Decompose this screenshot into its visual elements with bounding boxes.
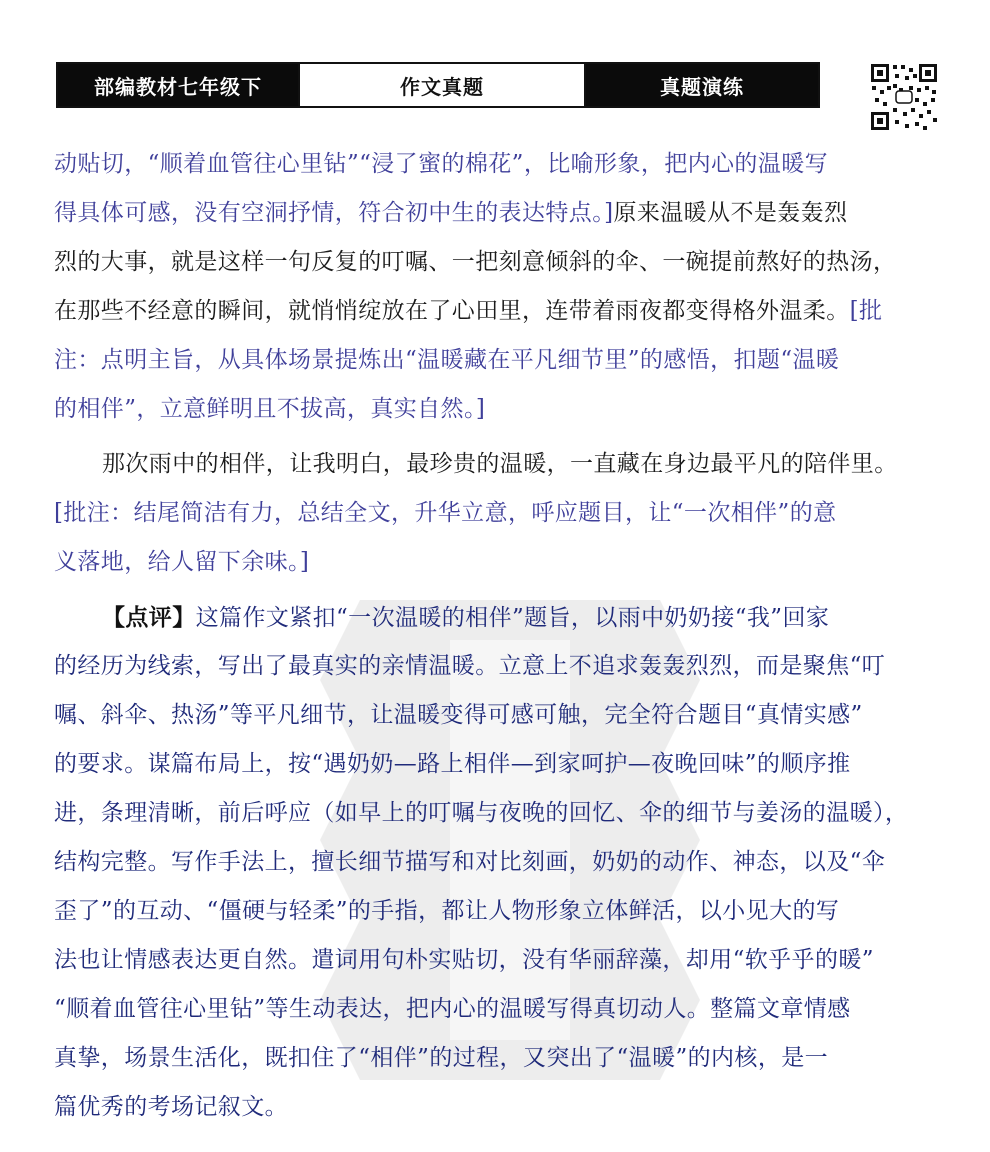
review-line: 进，条理清晰，前后呼应（如早上的叮嘱与夜晚的回忆、伞的细节与姜汤的温暖）， — [54, 800, 909, 826]
annotation-line: 注：点明主旨，从具体场景提炼出“温暖藏在平凡细节里”的感悟，扣题“温暖 — [54, 347, 840, 373]
header-tabs — [56, 62, 820, 108]
annotation-start: [批 — [849, 298, 883, 324]
review-line: “顺着血管往心里钻”等生动表达，把内心的温暖写得真切动人。整篇文章情感 — [54, 996, 851, 1022]
qr-code-icon — [869, 62, 939, 132]
tab-textbook: 部编教材七年级下 — [58, 64, 298, 106]
tab-practice: 真题演练 — [586, 64, 818, 106]
review-line: 嘱、斜伞、热汤”等平凡细节，让温暖变得可感可触，完全符合题目“真情实感” — [54, 702, 863, 728]
review-line: 歪了”的互动、“僵硬与轻柔”的手指，都让人物形象立体鲜活，以小见大的写 — [54, 898, 840, 924]
annotation-line: [批注：结尾简洁有力，总结全文，升华立意，呼应题目，让“一次相伴”的意 — [54, 500, 837, 526]
mixed-line — [54, 189, 946, 238]
body-line: 烈的大事，就是这样一句反复的叮嘱、一把刻意倾斜的伞、一碗提前熬好的热汤， — [54, 249, 897, 275]
annotation-line: 的相伴”，立意鲜明且不拔高，真实自然。] — [54, 396, 486, 422]
body-text: 在那些不经意的瞬间，就悄悄绽放在了心田里，连带着雨夜都变得格外温柔。 — [54, 298, 850, 324]
review-first-line — [54, 593, 946, 642]
review-line: 的要求。谋篇布局上，按“遇奶奶—路上相伴—到家呵护—夜晚回味”的顺序推 — [54, 751, 851, 777]
review-label: 【点评】 — [102, 604, 196, 631]
review-line: 真挚，场景生活化，既扣住了“相伴”的过程，又突出了“温暖”的内核，是一 — [54, 1045, 829, 1071]
annotation-line: 义落地，给人留下余味。] — [54, 549, 310, 575]
review-line: 结构完整。写作手法上，擅长细节描写和对比刻画，奶奶的动作、神态，以及“伞 — [54, 849, 886, 875]
annotation-line: 动贴切，“顺着血管往心里钻”“浸了蜜的棉花”，比喻形象，把内心的温暖写 — [54, 151, 829, 177]
review-line: 法也让情感表达更自然。遣词用句朴实贴切，没有华丽辞藻，却用“软乎乎的暖” — [54, 947, 874, 973]
mixed-line — [54, 287, 946, 336]
review-text: 这篇作文紧扣“一次温暖的相伴”题旨，以雨中奶奶接“我”回家 — [195, 605, 830, 631]
tab-essay-exam: 作文真题 — [298, 64, 586, 106]
review-line: 的经历为线索，写出了最真实的亲情温暖。立意上不追求轰轰烈烈，而是聚焦“叮 — [54, 653, 886, 679]
annotation-tail: 得具体可感，没有空洞抒情，符合初中生的表达特点。] — [54, 200, 614, 226]
essay-content — [54, 140, 946, 1132]
review-line: 篇优秀的考场记叙文。 — [54, 1094, 288, 1120]
body-text: 原来温暖从不是轰轰烈 — [613, 200, 848, 226]
conclusion-paragraph: 那次雨中的相伴，让我明白，最珍贵的温暖，一直藏在身边最平凡的陪伴里。 — [102, 451, 898, 477]
